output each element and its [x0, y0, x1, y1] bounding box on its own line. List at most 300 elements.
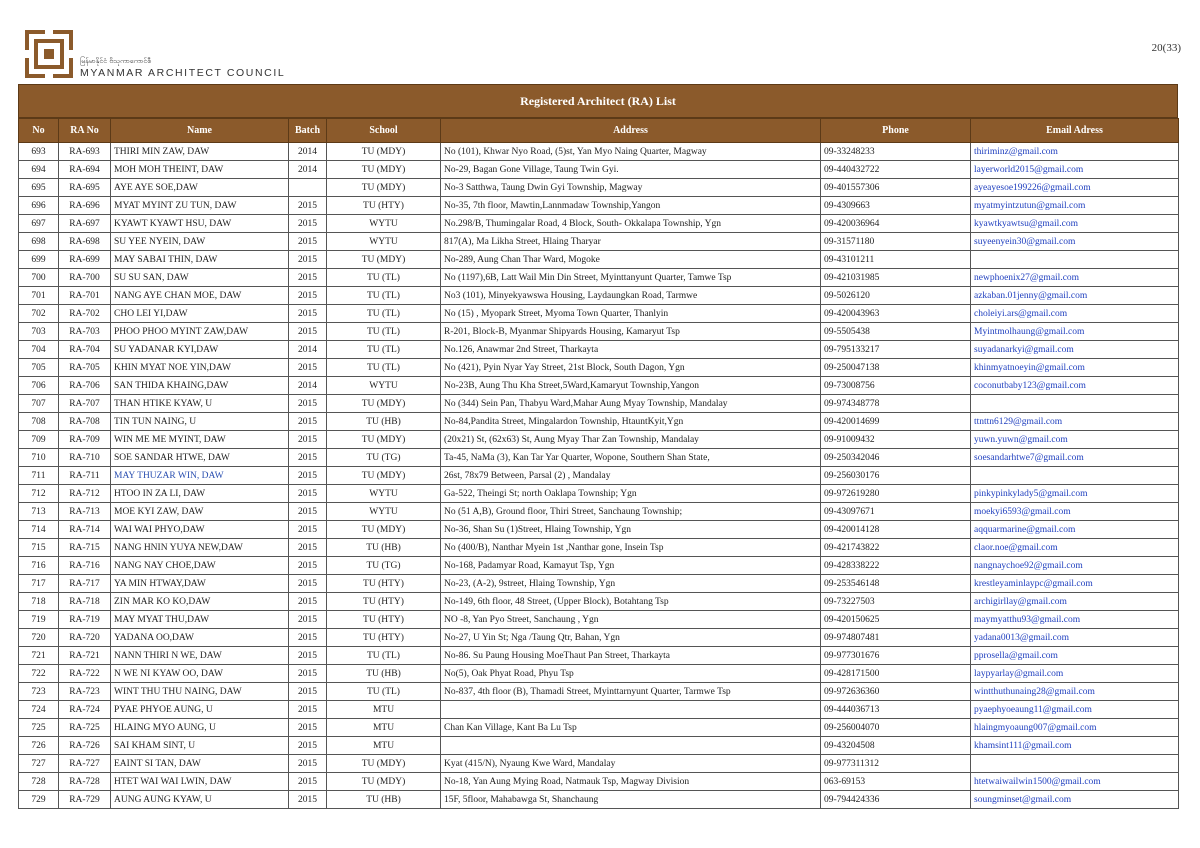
council-logo: [25, 30, 73, 78]
cell-name: THIRI MIN ZAW, DAW: [111, 143, 289, 161]
cell-address: No (400/B), Nanthar Myein 1st ,Nanthar gone, Insein Tsp: [441, 539, 821, 557]
cell-address: No (1197),6B, Latt Wail Min Din Street, Myinttanyunt Quarter, Tamwe Tsp: [441, 269, 821, 287]
cell-phone: 09-972636360: [821, 683, 971, 701]
cell-address: No (421), Pyin Nyar Yay Street, 21st Block, South Dagon, Ygn: [441, 359, 821, 377]
cell-phone: 09-73227503: [821, 593, 971, 611]
table-row: [19, 197, 1179, 215]
cell-no: 706: [19, 377, 59, 395]
cell-school: TU (MDY): [327, 251, 441, 269]
table-row: [19, 413, 1179, 431]
col-header-phone: Phone: [821, 119, 971, 143]
cell-phone: 09-5026120: [821, 287, 971, 305]
cell-no: 705: [19, 359, 59, 377]
table-row: [19, 521, 1179, 539]
cell-address: No-289, Aung Chan Thar Ward, Mogoke: [441, 251, 821, 269]
cell-address: No-18, Yan Aung Mying Road, Natmauk Tsp, Magway Division: [441, 773, 821, 791]
cell-school: TU (HTY): [327, 611, 441, 629]
cell-name: PHOO PHOO MYINT ZAW,DAW: [111, 323, 289, 341]
cell-email[interactable]: [971, 395, 1179, 413]
cell-school: TU (TL): [327, 341, 441, 359]
col-header-no: No: [19, 119, 59, 143]
cell-email[interactable]: htetwaiwailwin1500@gmail.com: [971, 773, 1179, 791]
table-row: [19, 179, 1179, 197]
cell-ra-no: RA-694: [59, 161, 111, 179]
table-row: [19, 593, 1179, 611]
table-row: [19, 431, 1179, 449]
cell-school: TU (HB): [327, 791, 441, 809]
cell-name: HLAING MYO AUNG, U: [111, 719, 289, 737]
cell-email[interactable]: [971, 251, 1179, 269]
cell-phone: 09-250047138: [821, 359, 971, 377]
cell-email[interactable]: moekyi6593@gmail.com: [971, 503, 1179, 521]
table-row: [19, 143, 1179, 161]
cell-phone: 09-256004070: [821, 719, 971, 737]
cell-phone: 09-974348778: [821, 395, 971, 413]
cell-address: [441, 737, 821, 755]
cell-address: No-168, Padamyar Road, Kamayut Tsp, Ygn: [441, 557, 821, 575]
cell-batch: 2015: [289, 233, 327, 251]
cell-school: WYTU: [327, 485, 441, 503]
cell-ra-no: RA-725: [59, 719, 111, 737]
cell-email[interactable]: newphoenix27@gmail.com: [971, 269, 1179, 287]
page-number: 20(33): [1151, 42, 1181, 54]
cell-email[interactable]: soungminset@gmail.com: [971, 791, 1179, 809]
cell-school: TU (TL): [327, 647, 441, 665]
cell-email[interactable]: pinkypinkylady5@gmail.com: [971, 485, 1179, 503]
cell-address: R-201, Block-B, Myanmar Shipyards Housing, Kamaryut Tsp: [441, 323, 821, 341]
cell-batch: 2015: [289, 251, 327, 269]
cell-email[interactable]: pyaephyoeaung11@gmail.com: [971, 701, 1179, 719]
cell-batch: 2015: [289, 719, 327, 737]
cell-ra-no: RA-714: [59, 521, 111, 539]
cell-phone: 09-420014699: [821, 413, 971, 431]
cell-address: No-35, 7th floor, Mawtin,Lannmadaw Township,Yangon: [441, 197, 821, 215]
cell-no: 722: [19, 665, 59, 683]
cell-address: No.298/B, Thumingalar Road, 4 Block, South- Okkalapa Township, Ygn: [441, 215, 821, 233]
cell-email[interactable]: hlaingmyoaung007@gmail.com: [971, 719, 1179, 737]
cell-ra-no: RA-726: [59, 737, 111, 755]
col-header-school: School: [327, 119, 441, 143]
cell-name: SU SU SAN, DAW: [111, 269, 289, 287]
cell-batch: 2015: [289, 683, 327, 701]
cell-phone: 09-421031985: [821, 269, 971, 287]
cell-ra-no: RA-705: [59, 359, 111, 377]
table-row: [19, 575, 1179, 593]
cell-batch: 2015: [289, 485, 327, 503]
cell-school: TU (MDY): [327, 755, 441, 773]
cell-email[interactable]: maymyatthu93@gmail.com: [971, 611, 1179, 629]
cell-address: Kyat (415/N), Nyaung Kwe Ward, Mandalay: [441, 755, 821, 773]
cell-ra-no: RA-720: [59, 629, 111, 647]
org-name-english: MYANMAR ARCHITECT COUNCIL: [80, 67, 286, 79]
col-header-address: Address: [441, 119, 821, 143]
cell-email[interactable]: thiriminz@gmail.com: [971, 143, 1179, 161]
cell-ra-no: RA-723: [59, 683, 111, 701]
table-row: [19, 683, 1179, 701]
cell-no: 694: [19, 161, 59, 179]
cell-phone: 09-5505438: [821, 323, 971, 341]
cell-no: 709: [19, 431, 59, 449]
cell-school: TU (MDY): [327, 179, 441, 197]
cell-batch: 2014: [289, 161, 327, 179]
cell-ra-no: RA-721: [59, 647, 111, 665]
cell-school: TU (TL): [327, 323, 441, 341]
cell-ra-no: RA-712: [59, 485, 111, 503]
cell-name: YA MIN HTWAY,DAW: [111, 575, 289, 593]
cell-batch: [289, 179, 327, 197]
cell-no: 704: [19, 341, 59, 359]
cell-address: [441, 701, 821, 719]
table-row: [19, 467, 1179, 485]
cell-email[interactable]: claor.noe@gmail.com: [971, 539, 1179, 557]
cell-address: No-23, (A-2), 9street, Hlaing Township, Ygn: [441, 575, 821, 593]
cell-ra-no: RA-716: [59, 557, 111, 575]
cell-batch: 2015: [289, 593, 327, 611]
cell-address: No (51 A,B), Ground floor, Thiri Street, Sanchaung Township;: [441, 503, 821, 521]
cell-school: TU (MDY): [327, 467, 441, 485]
cell-name: NANG NAY CHOE,DAW: [111, 557, 289, 575]
cell-phone: 09-250342046: [821, 449, 971, 467]
cell-email[interactable]: myatmyintzutun@gmail.com: [971, 197, 1179, 215]
cell-batch: 2015: [289, 449, 327, 467]
cell-batch: 2015: [289, 791, 327, 809]
cell-school: WYTU: [327, 215, 441, 233]
cell-name: HTET WAI WAI LWIN, DAW: [111, 773, 289, 791]
cell-batch: 2015: [289, 215, 327, 233]
table-row: [19, 269, 1179, 287]
cell-batch: 2015: [289, 395, 327, 413]
cell-name: NANG AYE CHAN MOE, DAW: [111, 287, 289, 305]
cell-email[interactable]: soesandarhtwe7@gmail.com: [971, 449, 1179, 467]
cell-batch: 2015: [289, 575, 327, 593]
cell-address: No-837, 4th floor (B), Thamadi Street, Myinttarnyunt Quarter, Tarmwe Tsp: [441, 683, 821, 701]
cell-phone: 09-4309663: [821, 197, 971, 215]
table-body: [19, 143, 1179, 809]
cell-ra-no: RA-711: [59, 467, 111, 485]
cell-ra-no: RA-703: [59, 323, 111, 341]
cell-email[interactable]: Myintmolhaung@gmail.com: [971, 323, 1179, 341]
cell-school: MTU: [327, 719, 441, 737]
cell-no: 723: [19, 683, 59, 701]
cell-name: WINT THU THU NAING, DAW: [111, 683, 289, 701]
cell-email[interactable]: khinmyatnoeyin@gmail.com: [971, 359, 1179, 377]
cell-phone: 09-420014128: [821, 521, 971, 539]
cell-no: 695: [19, 179, 59, 197]
cell-phone: 09-31571180: [821, 233, 971, 251]
cell-phone: 09-420043963: [821, 305, 971, 323]
cell-no: 703: [19, 323, 59, 341]
cell-no: 725: [19, 719, 59, 737]
cell-no: 712: [19, 485, 59, 503]
cell-school: TU (HTY): [327, 575, 441, 593]
cell-no: 715: [19, 539, 59, 557]
cell-address: 817(A), Ma Likha Street, Hlaing Tharyar: [441, 233, 821, 251]
cell-phone: 09-43097671: [821, 503, 971, 521]
cell-school: TU (MDY): [327, 773, 441, 791]
cell-ra-no: RA-729: [59, 791, 111, 809]
table-row: [19, 719, 1179, 737]
cell-email[interactable]: suyeenyein30@gmail.com: [971, 233, 1179, 251]
cell-ra-no: RA-728: [59, 773, 111, 791]
cell-ra-no: RA-695: [59, 179, 111, 197]
cell-email[interactable]: layerworld2015@gmail.com: [971, 161, 1179, 179]
cell-name: CHO LEI YI,DAW: [111, 305, 289, 323]
cell-school: TU (HTY): [327, 593, 441, 611]
cell-name: NANG HNIN YUYA NEW,DAW: [111, 539, 289, 557]
cell-email[interactable]: khamsint111@gmail.com: [971, 737, 1179, 755]
cell-name: SOE SANDAR HTWE, DAW: [111, 449, 289, 467]
cell-address: No (101), Khwar Nyo Road, (5)st, Yan Myo Naing Quarter, Magway: [441, 143, 821, 161]
cell-school: WYTU: [327, 233, 441, 251]
cell-name: MYAT MYINT ZU TUN, DAW: [111, 197, 289, 215]
cell-address: No3 (101), Minyekyawswa Housing, Laydaungkan Road, Tarmwe: [441, 287, 821, 305]
cell-name: KYAWT KYAWT HSU, DAW: [111, 215, 289, 233]
table-row: [19, 791, 1179, 809]
cell-name: NANN THIRI N WE, DAW: [111, 647, 289, 665]
cell-email[interactable]: azkaban.01jenny@gmail.com: [971, 287, 1179, 305]
table-row: [19, 557, 1179, 575]
cell-email[interactable]: [971, 467, 1179, 485]
cell-address: No (344) Sein Pan, Thabyu Ward,Mahar Aung Myay Township, Mandalay: [441, 395, 821, 413]
cell-phone: 09-420150625: [821, 611, 971, 629]
cell-no: 726: [19, 737, 59, 755]
table-row: [19, 503, 1179, 521]
cell-no: 719: [19, 611, 59, 629]
cell-no: 710: [19, 449, 59, 467]
cell-name: MOH MOH THEINT, DAW: [111, 161, 289, 179]
table-row: [19, 701, 1179, 719]
cell-address: No.126, Anawmar 2nd Street, Tharkayta: [441, 341, 821, 359]
cell-phone: 09-401557306: [821, 179, 971, 197]
cell-school: TU (MDY): [327, 521, 441, 539]
cell-email[interactable]: yuwn.yuwn@gmail.com: [971, 431, 1179, 449]
table-row: [19, 323, 1179, 341]
cell-batch: 2015: [289, 431, 327, 449]
cell-address: No (15) , Myopark Street, Myoma Town Quarter, Thanlyin: [441, 305, 821, 323]
cell-phone: 09-253546148: [821, 575, 971, 593]
cell-name: AUNG AUNG KYAW, U: [111, 791, 289, 809]
cell-name: WAI WAI PHYO,DAW: [111, 521, 289, 539]
cell-ra-no: RA-699: [59, 251, 111, 269]
cell-batch: 2015: [289, 269, 327, 287]
cell-batch: 2015: [289, 359, 327, 377]
cell-email[interactable]: nangnaychoe92@gmail.com: [971, 557, 1179, 575]
table-row: [19, 377, 1179, 395]
cell-name: MOE KYI ZAW, DAW: [111, 503, 289, 521]
cell-name: N WE NI KYAW OO, DAW: [111, 665, 289, 683]
cell-name: EAINT SI TAN, DAW: [111, 755, 289, 773]
table-row: [19, 341, 1179, 359]
table-title: Registered Architect (RA) List: [18, 84, 1178, 118]
cell-school: TU (MDY): [327, 161, 441, 179]
cell-ra-no: RA-710: [59, 449, 111, 467]
cell-no: 702: [19, 305, 59, 323]
cell-name: KHIN MYAT NOE YIN,DAW: [111, 359, 289, 377]
cell-batch: 2015: [289, 197, 327, 215]
cell-no: 698: [19, 233, 59, 251]
cell-batch: 2015: [289, 413, 327, 431]
architect-table: [18, 118, 1179, 809]
cell-ra-no: RA-697: [59, 215, 111, 233]
table-row: [19, 287, 1179, 305]
cell-batch: 2015: [289, 521, 327, 539]
cell-ra-no: RA-727: [59, 755, 111, 773]
cell-address: No-84,Pandita Street, Mingalardon Township, HtauntKyit,Ygn: [441, 413, 821, 431]
cell-school: TU (MDY): [327, 143, 441, 161]
cell-email[interactable]: ttnttn6129@gmail.com: [971, 413, 1179, 431]
cell-phone: 09-440432722: [821, 161, 971, 179]
cell-phone: 09-977301676: [821, 647, 971, 665]
cell-name: YADANA OO,DAW: [111, 629, 289, 647]
cell-ra-no: RA-700: [59, 269, 111, 287]
cell-school: TU (HB): [327, 539, 441, 557]
cell-address: 26st, 78x79 Between, Parsal (2) , Mandalay: [441, 467, 821, 485]
cell-address: No-3 Satthwa, Taung Dwin Gyi Township, Magway: [441, 179, 821, 197]
cell-phone: 09-73008756: [821, 377, 971, 395]
table-row: [19, 539, 1179, 557]
cell-batch: 2015: [289, 467, 327, 485]
cell-no: 728: [19, 773, 59, 791]
cell-ra-no: RA-715: [59, 539, 111, 557]
cell-school: TU (TL): [327, 287, 441, 305]
cell-school: TU (HTY): [327, 197, 441, 215]
cell-ra-no: RA-718: [59, 593, 111, 611]
col-header-email: Email Adress: [971, 119, 1179, 143]
cell-email[interactable]: aqquarmarine@gmail.com: [971, 521, 1179, 539]
cell-ra-no: RA-701: [59, 287, 111, 305]
cell-ra-no: RA-724: [59, 701, 111, 719]
cell-batch: 2015: [289, 305, 327, 323]
cell-no: 699: [19, 251, 59, 269]
cell-phone: 09-428171500: [821, 665, 971, 683]
cell-name: SU YADANAR KYI,DAW: [111, 341, 289, 359]
cell-email[interactable]: wintthuthunaing28@gmail.com: [971, 683, 1179, 701]
table-row: [19, 395, 1179, 413]
cell-name: HTOO IN ZA LI, DAW: [111, 485, 289, 503]
cell-phone: 09-33248233: [821, 143, 971, 161]
cell-school: WYTU: [327, 377, 441, 395]
cell-name: ZIN MAR KO KO,DAW: [111, 593, 289, 611]
cell-email[interactable]: krestleyaminlaypc@gmail.com: [971, 575, 1179, 593]
cell-name: MAY SABAI THIN, DAW: [111, 251, 289, 269]
cell-phone: 09-256030176: [821, 467, 971, 485]
cell-name: SAN THIDA KHAING,DAW: [111, 377, 289, 395]
cell-address: (20x21) St, (62x63) St, Aung Myay Thar Zan Township, Mandalay: [441, 431, 821, 449]
cell-ra-no: RA-706: [59, 377, 111, 395]
cell-name: TIN TUN NAING, U: [111, 413, 289, 431]
cell-address: Ga-522, Theingi St; north Oaklapa Township; Ygn: [441, 485, 821, 503]
cell-email[interactable]: laypyarlay@gmail.com: [971, 665, 1179, 683]
cell-email[interactable]: yadana0013@gmail.com: [971, 629, 1179, 647]
cell-email[interactable]: coconutbaby123@gmail.com: [971, 377, 1179, 395]
cell-email[interactable]: pprosella@gmail.com: [971, 647, 1179, 665]
table-row: [19, 629, 1179, 647]
cell-ra-no: RA-698: [59, 233, 111, 251]
cell-address: No-29, Bagan Gone Village, Taung Twin Gyi.: [441, 161, 821, 179]
cell-email[interactable]: choleiyi.ars@gmail.com: [971, 305, 1179, 323]
cell-address: No-27, U Yin St; Nga /Taung Qtr, Bahan, Ygn: [441, 629, 821, 647]
table-row: [19, 773, 1179, 791]
cell-email[interactable]: [971, 755, 1179, 773]
cell-name: PYAE PHYOE AUNG, U: [111, 701, 289, 719]
cell-address: No-149, 6th floor, 48 Street, (Upper Block), Botahtang Tsp: [441, 593, 821, 611]
table-header-row: [19, 119, 1179, 143]
cell-address: No-36, Shan Su (1)Street, Hlaing Township, Ygn: [441, 521, 821, 539]
cell-batch: 2014: [289, 341, 327, 359]
table-row: [19, 449, 1179, 467]
cell-phone: 09-91009432: [821, 431, 971, 449]
cell-ra-no: RA-704: [59, 341, 111, 359]
col-header-ra-no: RA No: [59, 119, 111, 143]
cell-phone: 09-43204508: [821, 737, 971, 755]
cell-batch: 2015: [289, 557, 327, 575]
cell-no: 711: [19, 467, 59, 485]
cell-name: AYE AYE SOE,DAW: [111, 179, 289, 197]
cell-email[interactable]: suyadanarkyi@gmail.com: [971, 341, 1179, 359]
cell-batch: 2015: [289, 503, 327, 521]
cell-name: WIN ME ME MYINT, DAW: [111, 431, 289, 449]
cell-ra-no: RA-717: [59, 575, 111, 593]
cell-phone: 09-974807481: [821, 629, 971, 647]
table-row: [19, 611, 1179, 629]
cell-name: SU YEE NYEIN, DAW: [111, 233, 289, 251]
cell-phone: 09-421743822: [821, 539, 971, 557]
cell-ra-no: RA-713: [59, 503, 111, 521]
cell-ra-no: RA-696: [59, 197, 111, 215]
cell-email[interactable]: ayeayesoe199226@gmail.com: [971, 179, 1179, 197]
cell-address: Chan Kan Village, Kant Ba Lu Tsp: [441, 719, 821, 737]
cell-ra-no: RA-707: [59, 395, 111, 413]
cell-batch: 2015: [289, 539, 327, 557]
cell-address: No-23B, Aung Thu Kha Street,5Ward,Kamaryut Township,Yangon: [441, 377, 821, 395]
table-row: [19, 215, 1179, 233]
col-header-batch: Batch: [289, 119, 327, 143]
cell-no: 724: [19, 701, 59, 719]
cell-school: TU (TG): [327, 449, 441, 467]
cell-no: 714: [19, 521, 59, 539]
cell-phone: 09-43101211: [821, 251, 971, 269]
cell-ra-no: RA-708: [59, 413, 111, 431]
cell-email[interactable]: archigirllay@gmail.com: [971, 593, 1179, 611]
cell-no: 720: [19, 629, 59, 647]
table-row: [19, 233, 1179, 251]
org-name-myanmar: မြန်မာနိုင်ငံ ဗိသုကာကောင်စီ: [80, 57, 152, 65]
cell-address: Ta-45, NaMa (3), Kan Tar Yar Quarter, Wopone, Southern Shan State,: [441, 449, 821, 467]
cell-ra-no: RA-722: [59, 665, 111, 683]
cell-school: TU (TL): [327, 269, 441, 287]
cell-ra-no: RA-709: [59, 431, 111, 449]
cell-batch: 2015: [289, 701, 327, 719]
cell-batch: 2015: [289, 665, 327, 683]
cell-school: TU (MDY): [327, 395, 441, 413]
cell-no: 708: [19, 413, 59, 431]
cell-no: 727: [19, 755, 59, 773]
cell-ra-no: RA-719: [59, 611, 111, 629]
cell-phone: 09-420036964: [821, 215, 971, 233]
cell-phone: 09-972619280: [821, 485, 971, 503]
cell-school: TU (HB): [327, 665, 441, 683]
cell-batch: 2015: [289, 323, 327, 341]
cell-email[interactable]: kyawtkyawtsu@gmail.com: [971, 215, 1179, 233]
table-row: [19, 359, 1179, 377]
col-header-name: Name: [111, 119, 289, 143]
cell-no: 717: [19, 575, 59, 593]
cell-school: TU (HB): [327, 413, 441, 431]
cell-school: TU (MDY): [327, 431, 441, 449]
cell-no: 721: [19, 647, 59, 665]
cell-name: MAY MYAT THU,DAW: [111, 611, 289, 629]
cell-address: No(5), Oak Phyat Road, Phyu Tsp: [441, 665, 821, 683]
